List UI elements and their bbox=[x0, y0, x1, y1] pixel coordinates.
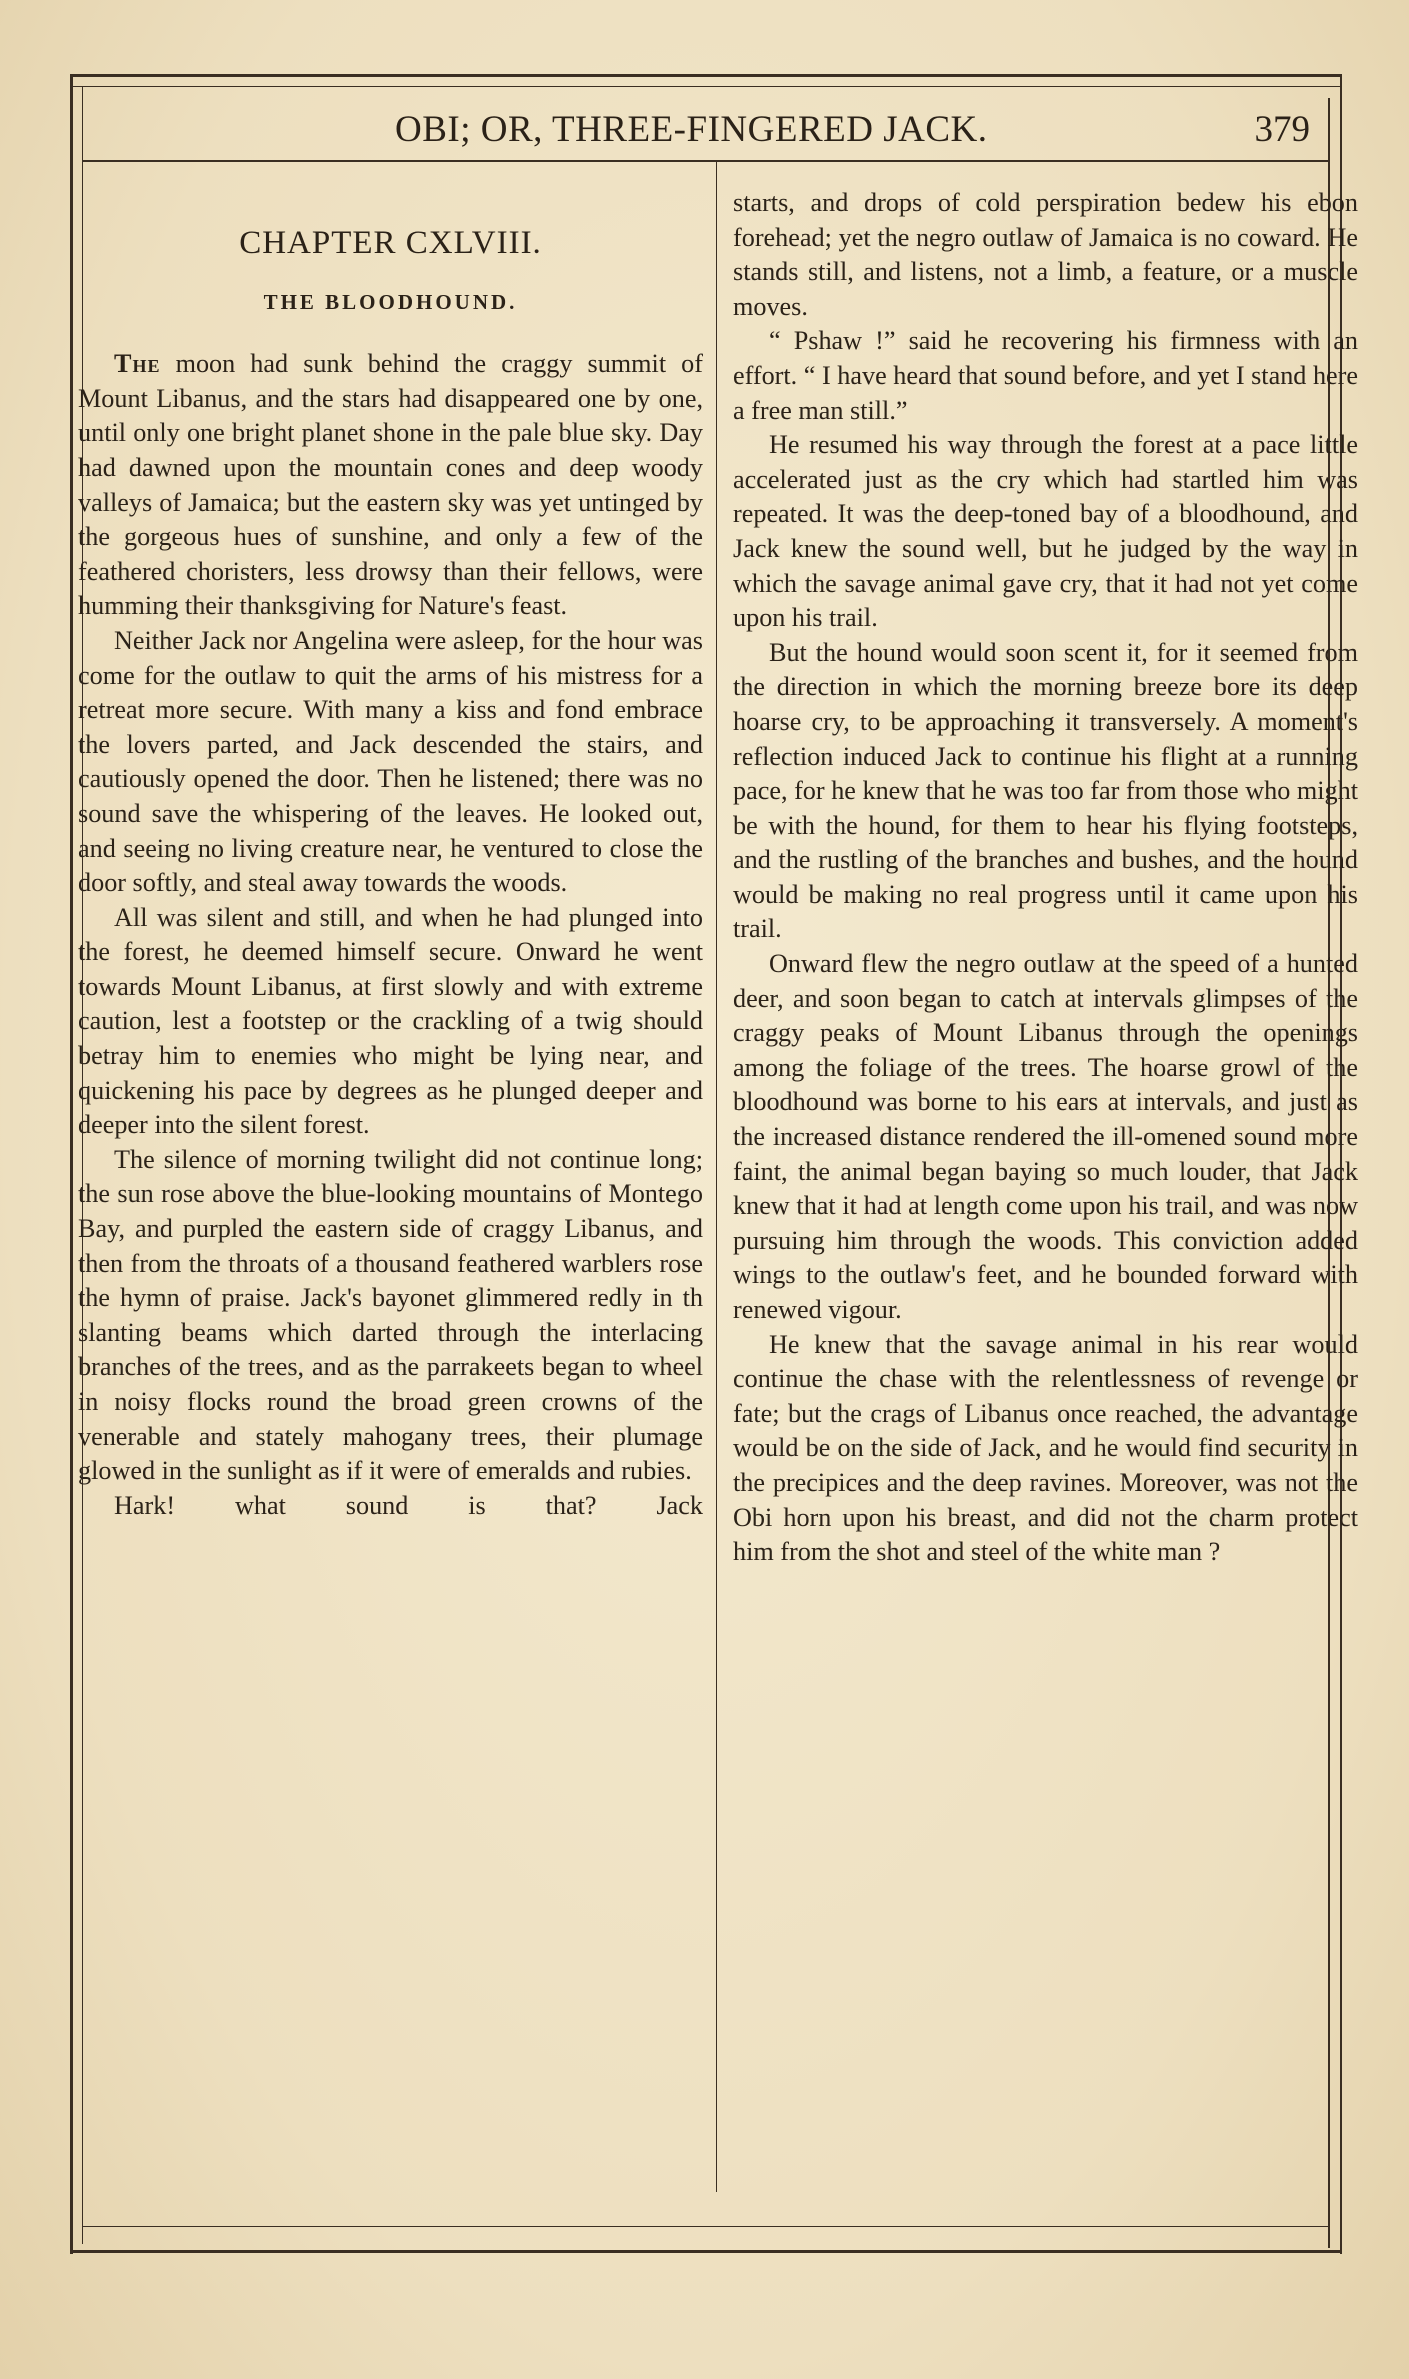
paragraph: He knew that the savage animal in his rear would continue the chase with the relentlessness of revenge or fate; but the crags of Libanus once reached, the advantage would be on the side of Jack, and he would find security in the precipices and the deep ravines. Moreover, was not the Obi horn upon his breast, and did not the charm protect him from the shot and steel of the white man ? bbox=[733, 1329, 1358, 1567]
paragraph: The silence of morning twilight did not continue long; the sun rose above the blue-looking mountains of Montego Bay, and purpled the eastern side of craggy Libanus, and then from the throats of a thousand feathered warblers rose the hymn of praise. Jack's bayonet glimmered redly in th slanting beams which darted through the interlacing branches of the trees, and as the parrakeets began to wheel in noisy flocks round the broad green crowns of the venerable and stately mahogany trees, their plumage glowed in the sunlight as if it were of emeralds and rubies. bbox=[78, 1144, 703, 1486]
page-header bbox=[100, 108, 1330, 156]
paragraph: starts, and drops of cold perspiration bedew his ebon forehead; yet the negro outlaw of Jamaica is no coward. He stands still, and listens, not a limb, a feature, or a muscle moves. bbox=[733, 188, 1358, 321]
paragraph: All was silent and still, and when he had plunged into the forest, he deemed himself secure. Onward he went towards Mount Libanus, at first slowly and with extreme caution, lest a footstep or the crackling of a twig should betray him to enemies who might be lying near, and quickening his pace by degrees as he plunged deeper and deeper into the silent forest. bbox=[78, 902, 703, 1140]
column-divider bbox=[716, 162, 717, 2192]
section-title: THE BLOODHOUND. bbox=[263, 289, 518, 314]
right-column bbox=[733, 186, 1358, 1570]
page-number: 379 bbox=[1254, 109, 1310, 150]
drop-word: The bbox=[114, 349, 161, 379]
bottom-border-rule bbox=[70, 2250, 1342, 2253]
left-border-rule bbox=[70, 74, 73, 2254]
top-border-rule-thin bbox=[70, 86, 1340, 87]
left-column bbox=[78, 186, 703, 1523]
bottom-border-rule-thin bbox=[82, 2226, 1330, 2227]
chapter-title: CHAPTER CXLVIII. bbox=[239, 225, 542, 261]
paragraph: He resumed his way through the forest at a pace little accelerated just as the cry which had startled him was repeated. It was the deep-toned bay of a bloodhound, and Jack knew the sound well, but he judged by the way in which the savage animal gave cry, that it had not yet come upon his trail. bbox=[733, 430, 1358, 633]
paragraph: Onward flew the negro outlaw at the speed of a hunted deer, and soon began to catch at intervals glimpses of the craggy peaks of Mount Libanus through the openings among the foliage of the trees. The hoarse growl of the bloodhound was borne to his ears at intervals, and just as the increased distance rendered the ill-omened sound more faint, the animal began baying so much louder, that Jack knew that it had at length come upon his trail, and was now pursuing him through the woods. This conviction added wings to the outlaw's feet, and he bounded forward with renewed vigour. bbox=[733, 949, 1358, 1324]
paragraph-text: moon had sunk behind the craggy summit of Mount Libanus, and the stars had disappeared one by one, until only one bright planet shone in the pale blue sky. Day had dawned upon the mountain cones and deep woody valleys of Jamaica; but the eastern sky was yet untinged by the gorgeous hues of sunshine, and only a few of the feathered choristers, less drowsy than their fellows, were humming their thanksgiving for Nature's feast. bbox=[78, 349, 703, 621]
paragraph: Hark! what sound is that? Jack bbox=[114, 1490, 703, 1520]
running-title: OBI; OR, THREE-FINGERED JACK. bbox=[395, 109, 988, 150]
paragraph: But the hound would soon scent it, for it seemed from the direction in which the morning breeze bore its deep hoarse cry, to be approaching it transversely. A moment's reflection induced Jack to continue his flight at a running pace, for he knew that he was too far from those who might be with the hound, for them to hear his flying footsteps, and the rustling of the branches and bushes, and the hound would be making no real progress until it came upon his trail. bbox=[733, 637, 1358, 944]
paragraph: “ Pshaw !” said he recovering his firmness with an effort. “ I have heard that sound before, and yet I stand here a free man still.” bbox=[733, 326, 1358, 425]
top-border-rule bbox=[70, 74, 1340, 77]
header-rule bbox=[82, 160, 1330, 162]
paragraph bbox=[78, 347, 703, 624]
paragraph: Neither Jack nor Angelina were asleep, for the hour was come for the outlaw to quit the arms of his mistress for a retreat more secure. With many a kiss and fond embrace the lovers parted, and Jack descended the stairs, and cautiously opened the door. Then he listened; there was no sound save the whispering of the leaves. He looked out, and seeing no living creature near, he ventured to close the door softly, and steal away towards the woods. bbox=[78, 625, 703, 898]
